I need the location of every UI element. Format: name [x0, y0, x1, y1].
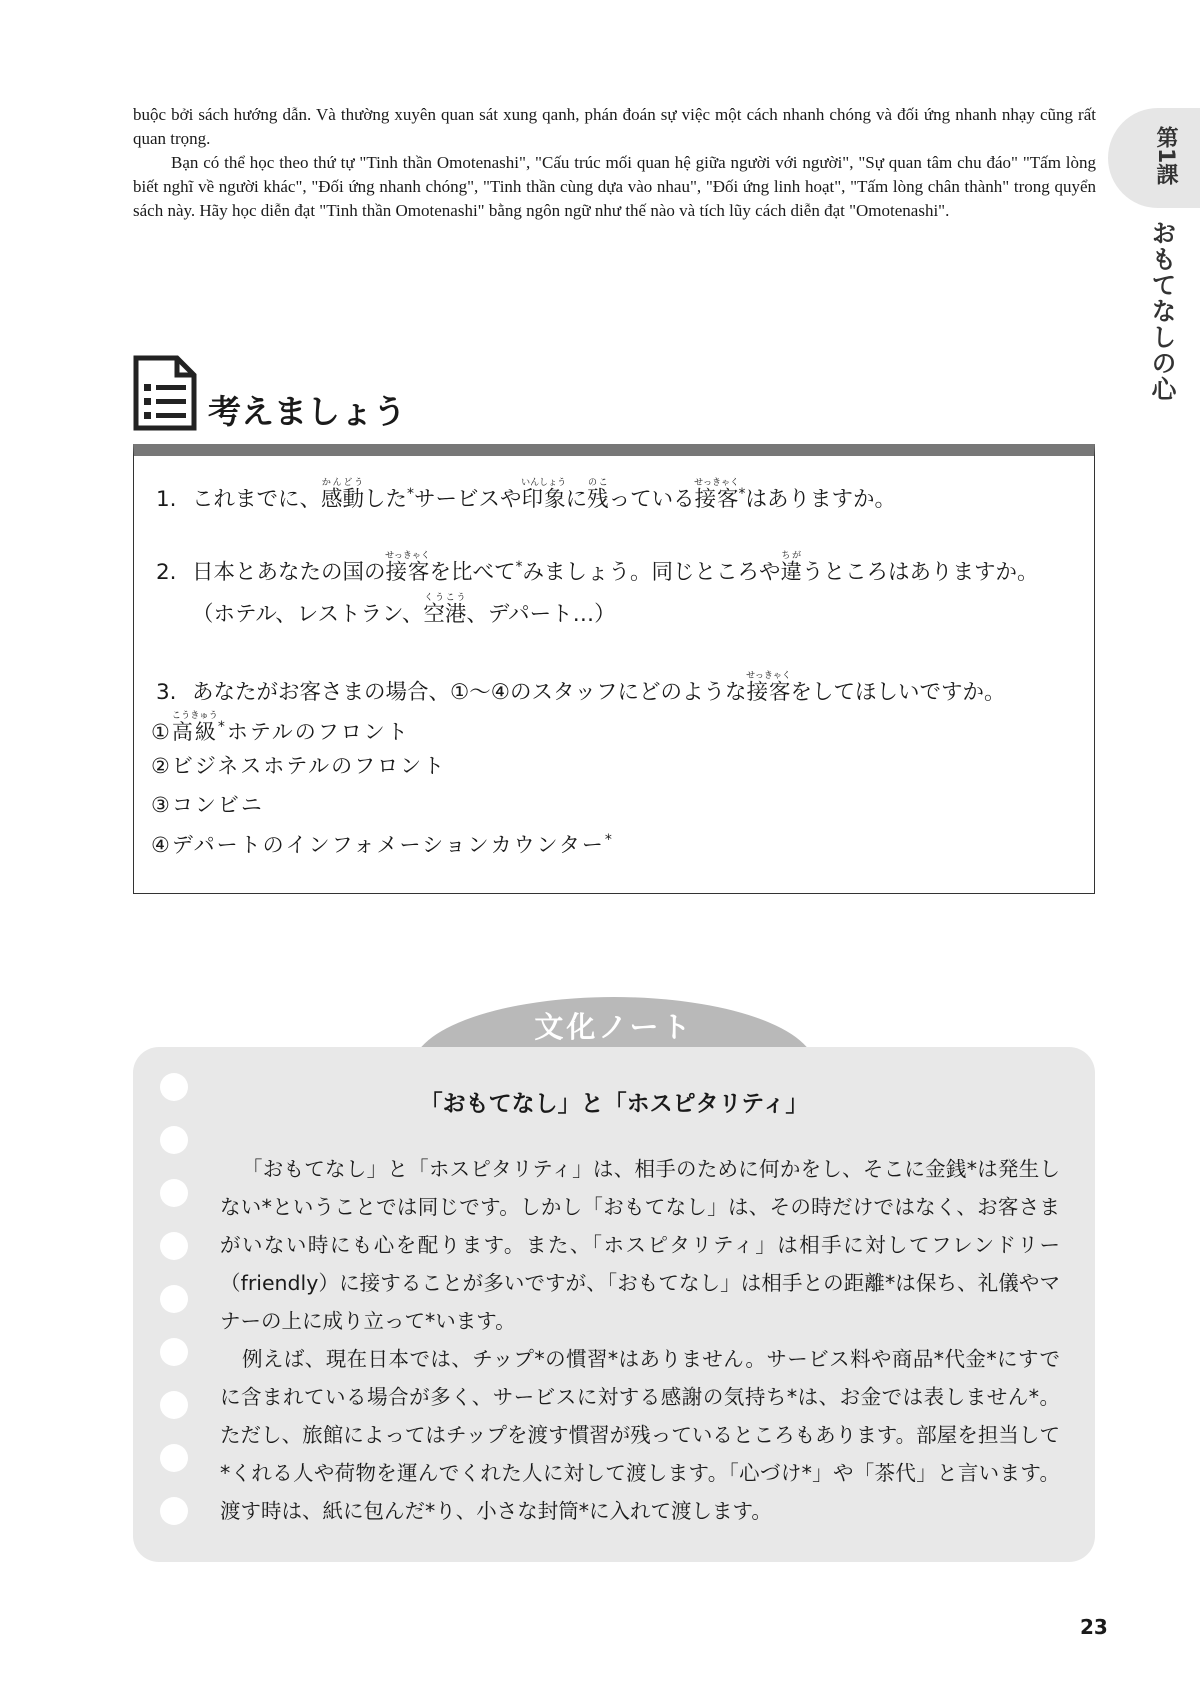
binder-hole: [160, 1285, 188, 1313]
question-3: 3. あなたがお客さまの場合、①～④のスタッフにどのような接客せっきゃくをしてほしいですか。: [156, 671, 1006, 705]
question-2-examples: （ホテル、レストラン、空港くうこう、デパート…）: [192, 593, 616, 627]
intro-text: [133, 103, 1096, 223]
binder-hole: [160, 1179, 188, 1207]
binder-hole: [160, 1497, 188, 1525]
binder-hole: [160, 1126, 188, 1154]
culture-note-paragraph-2: 例えば、現在日本では、チップ*の慣習*はありません。サービス料や商品*代金*にすでに含まれている場合が多く、サービスに対する感謝の気持ち*は、お金では表しません*。ただし、旅館によってはチップを渡す慣習が残っているところもあります。部屋を担当して*くれる人や荷物を運んでくれた人に対して渡します。「心づけ*」や「茶代」と言います。渡す時は、紙に包んだ*り、小さな封筒*に入れて渡します。: [220, 1347, 1060, 1523]
option-4: ④デパートのインフォメーションカウンター*: [151, 832, 614, 857]
intro-paragraph-1: buộc bởi sách hướng dẫn. Và thường xuyên quan sát xung qanh, phán đoán sự việc một cách nhanh chóng và đối ứng nhanh nhạy cũng rất quan trọng.: [133, 105, 1096, 148]
question-2: 2. 日本とあなたの国の接客せっきゃくを比べて*みましょう。同じところや違ちがうところはありますか。: [156, 551, 1039, 585]
culture-note-label: 文化ノート: [534, 1010, 694, 1044]
intro-paragraph-2: Bạn có thể học theo thứ tự "Tinh thần Omotenashi", "Cấu trúc mối quan hệ giữa người với người", "Sự quan tâm chu đáo" "Tấm lòng biết nghĩ về người khác", "Đối ứng nhanh chóng", "Tinh thần cùng dựa vào nhau", "Đối ứng linh hoạt", "Tấm lòng chân thành" trong quyển sách này. Hãy học diễn đạt "Tinh thần Omotenashi" bằng ngôn ngữ như thế nào và tích lũy cách diễn đạt "Omotenashi".: [133, 153, 1096, 220]
question-box: [133, 444, 1095, 894]
lesson-number: 第1課: [1153, 126, 1178, 186]
page-number: 23: [1080, 1615, 1108, 1639]
checklist-icon: [133, 355, 197, 431]
option-3: ③コンビニ: [151, 793, 264, 817]
section-title: 考えましょう: [208, 392, 406, 431]
option-1: ①高級こうきゅう*ホテルのフロント: [151, 711, 410, 744]
culture-note-title: 「おもてなし」と「ホスピタリティ」: [419, 1091, 809, 1117]
culture-note-body: [220, 1150, 1060, 1530]
culture-note-paragraph-1: 「おもてなし」と「ホスピタリティ」は、相手のために何かをし、そこに金銭*は発生しない*ということでは同じです。しかし「おもてなし」は、その時だけではなく、お客さまがいない時にも心を配ります。また、「ホスピタリティ」は相手に対してフレンドリー（friendly）に接することが多いですが、「おもてなし」は相手との距離*は保ち、礼儀やマナーの上に成り立って*います。: [220, 1157, 1060, 1333]
binder-hole: [160, 1444, 188, 1472]
binder-hole: [160, 1232, 188, 1260]
question-1: 1. これまでに、感動かんどうした*サービスや印象いんしょうに残のこっている接客せっきゃく*はありますか。: [156, 478, 897, 512]
lesson-tab: [1108, 108, 1200, 208]
binder-hole: [160, 1391, 188, 1419]
option-2: ②ビジネスホテルのフロント: [151, 754, 447, 778]
lesson-title: おもてなしの心: [1148, 220, 1177, 402]
binder-hole: [160, 1338, 188, 1366]
